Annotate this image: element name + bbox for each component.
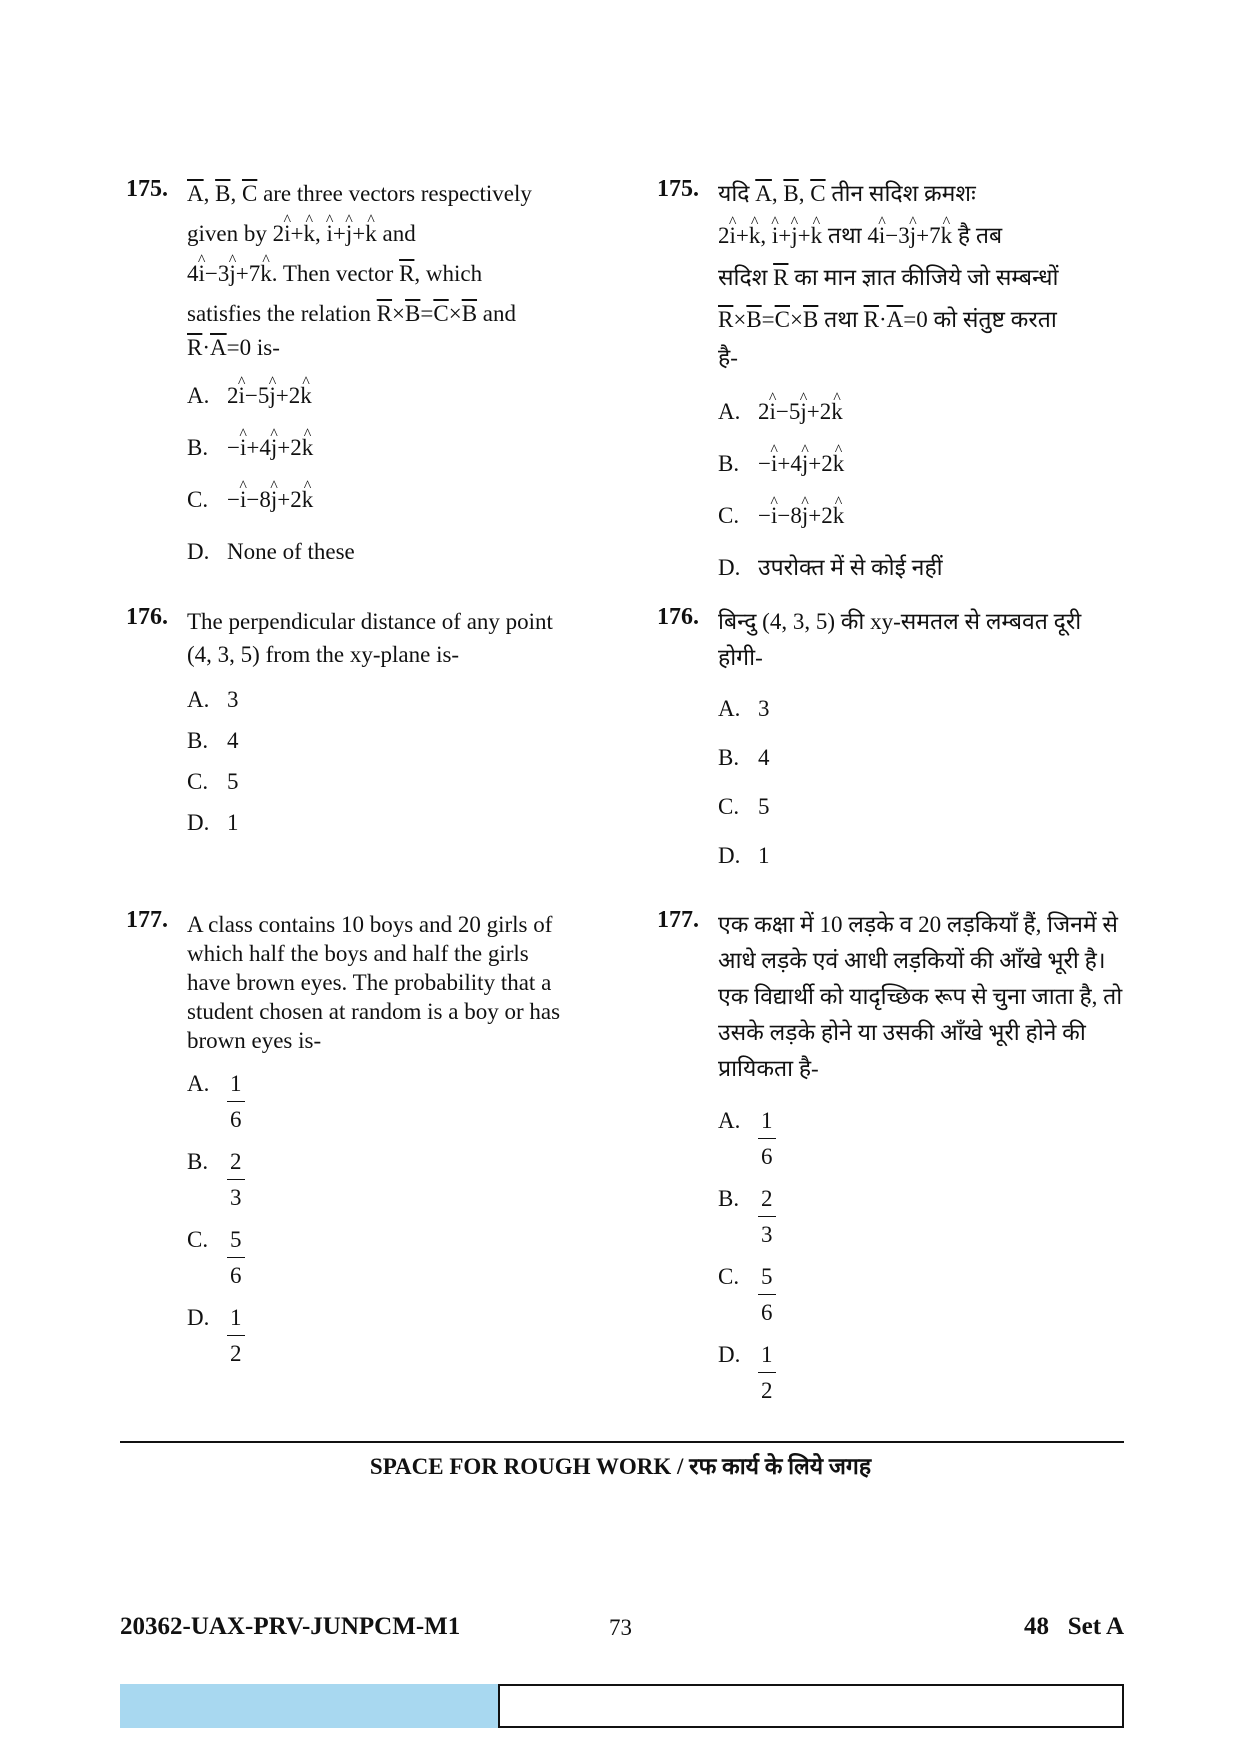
q175-hi-line4: $\overline{R}\times\overline{B}=\overline{C}\times\overline{B}$ तथा $\overline{R}\cdot\overline{A}=0$ को संतुष्ट करता bbox=[718, 307, 1057, 332]
q176-en-option-c: C. 5 bbox=[187, 769, 239, 794]
fraction: $\frac{5}{6}$ bbox=[758, 1263, 776, 1328]
q177-hi-line: आधे लड़के एवं आधी लड़कियों की आँखे भूरी है। bbox=[718, 948, 1106, 973]
question-number-177-hi: 177. bbox=[657, 907, 699, 933]
question-175-text-en bbox=[187, 180, 532, 368]
q176-hi-option-a: A. 3 bbox=[718, 696, 770, 721]
rough-work-divider bbox=[120, 1441, 1124, 1443]
q175-hi-line2: 2i ^+k ^, i ^+j ^+k ^ तथा 4i ^−3j ^+7k ^ है तब bbox=[718, 222, 1059, 264]
q175-hi-option-c: C. −i ^−8j ^+2k ^ bbox=[718, 502, 943, 554]
question-number-175-en: 175. bbox=[126, 176, 168, 202]
question-175-text-hi bbox=[718, 180, 1059, 380]
q175-en-line3: 4i ^−3j ^+7k ^. Then vector $\overline{R}$, which bbox=[187, 260, 532, 300]
q177-en-option-d: D. $\frac{1}{2}$ bbox=[187, 1304, 245, 1382]
fraction: $\frac{2}{3}$ bbox=[227, 1148, 245, 1213]
q175-en-line4: satisfies the relation $\overline{R}\times\overline{B}=\overline{C}\times\overline{B}$ and bbox=[187, 301, 516, 326]
question-176-text-en bbox=[187, 608, 553, 674]
fraction: $\frac{1}{2}$ bbox=[227, 1304, 245, 1369]
set-label: 48 Set A bbox=[1024, 1613, 1124, 1640]
fraction: $\frac{1}{6}$ bbox=[227, 1070, 245, 1135]
page-number: 73 bbox=[609, 1615, 632, 1640]
fraction: $\frac{1}{2}$ bbox=[758, 1341, 776, 1406]
q176-en-line: (4, 3, 5) from the xy-plane is- bbox=[187, 642, 460, 667]
footer-empty-box bbox=[498, 1684, 1124, 1728]
q177-en-line: student chosen at random is a boy or has bbox=[187, 999, 561, 1024]
q177-en-option-b: B. $\frac{2}{3}$ bbox=[187, 1148, 245, 1226]
q177-en-line: which half the boys and half the girls bbox=[187, 941, 529, 966]
q175-en-line2: given by 2i ^+k ^, i ^+j ^+k ^ and bbox=[187, 220, 532, 260]
q177-en-options bbox=[187, 1070, 245, 1382]
q175-hi-line3: सदिश $\overline{R}$ का मान ज्ञात कीजिये जो सम्बन्धों bbox=[718, 265, 1059, 290]
q176-en-option-d: D. 1 bbox=[187, 810, 239, 835]
q175-en-option-d: D. None of these bbox=[187, 539, 355, 564]
q176-en-line: The perpendicular distance of any point bbox=[187, 609, 553, 634]
q177-hi-option-d: D. $\frac{1}{2}$ bbox=[718, 1341, 776, 1419]
q175-hi-option-b: B. −i ^+4j ^+2k ^ bbox=[718, 450, 943, 502]
q177-en-line: have brown eyes. The probability that a bbox=[187, 970, 552, 995]
q175-hi-options bbox=[718, 398, 943, 594]
q175-en-option-b: B. −i ^+4j ^+2k ^ bbox=[187, 434, 355, 486]
question-177-text-hi bbox=[718, 911, 1122, 1091]
q177-hi-line: एक विद्यार्थी को यादृच्छिक रूप से चुना जाता है, तो bbox=[718, 984, 1123, 1009]
question-176-text-hi bbox=[718, 608, 1081, 680]
q175-en-option-c: C. −i ^−8j ^+2k ^ bbox=[187, 486, 355, 538]
question-number-176-hi: 176. bbox=[657, 604, 699, 630]
q175-hi-option-a: A. 2i ^−5j ^+2k ^ bbox=[718, 398, 943, 450]
fraction: $\frac{5}{6}$ bbox=[227, 1226, 245, 1291]
paper-code: 20362-UAX-PRV-JUNPCM-M1 bbox=[120, 1613, 461, 1640]
q177-en-line: brown eyes is- bbox=[187, 1028, 322, 1053]
q176-en-options bbox=[187, 686, 239, 850]
question-number-175-hi: 175. bbox=[657, 176, 699, 202]
question-number-176-en: 176. bbox=[126, 604, 168, 630]
q176-en-option-b: B. 4 bbox=[187, 728, 239, 753]
fraction: $\frac{2}{3}$ bbox=[758, 1185, 776, 1250]
q177-hi-line: उसके लड़के होने या उसकी आँखे भूरी होने की bbox=[718, 1020, 1086, 1045]
q176-hi-line: होगी- bbox=[718, 645, 763, 670]
question-number-177-en: 177. bbox=[126, 907, 168, 933]
q175-en-options bbox=[187, 382, 355, 578]
rough-work-heading: SPACE FOR ROUGH WORK / रफ कार्य के लिये जगह bbox=[369, 1454, 872, 1479]
q175-en-line1: $\overline{A}$, $\overline{B}$, $\overline{C}$ are three vectors respectively bbox=[187, 181, 532, 206]
q177-hi-line: एक कक्षा में 10 लड़के व 20 लड़कियाँ हैं, जिनमें से bbox=[718, 912, 1118, 937]
q177-hi-options bbox=[718, 1107, 776, 1419]
q177-en-option-c: C. $\frac{5}{6}$ bbox=[187, 1226, 245, 1304]
q177-hi-option-b: B. $\frac{2}{3}$ bbox=[718, 1185, 776, 1263]
q175-en-option-a: A. 2i ^−5j ^+2k ^ bbox=[187, 382, 355, 434]
q176-hi-line: बिन्दु (4, 3, 5) की xy-समतल से लम्बवत दूरी bbox=[718, 609, 1082, 634]
question-177-text-en bbox=[187, 911, 560, 1056]
q175-hi-option-d: D. उपरोक्त में से कोई नहीं bbox=[718, 555, 943, 580]
q175-hi-line1: यदि $\overline{A}$, $\overline{B}$, $\overline{C}$ तीन सदिश क्रमशः bbox=[718, 181, 976, 206]
q175-en-line5: $\overline{R}\cdot\overline{A}=0$ is- bbox=[187, 335, 280, 360]
q177-hi-line: प्रायिकता है- bbox=[718, 1056, 819, 1081]
fraction: $\frac{1}{6}$ bbox=[758, 1107, 776, 1172]
q175-hi-line5: है- bbox=[718, 345, 738, 370]
q177-en-line: A class contains 10 boys and 20 girls of bbox=[187, 912, 553, 937]
q176-hi-option-c: C. 5 bbox=[718, 794, 770, 819]
q176-hi-options bbox=[718, 695, 770, 891]
q177-hi-option-c: C. $\frac{5}{6}$ bbox=[718, 1263, 776, 1341]
q176-hi-option-d: D. 1 bbox=[718, 843, 770, 868]
footer-blue-bar bbox=[120, 1684, 498, 1728]
q177-hi-option-a: A. $\frac{1}{6}$ bbox=[718, 1107, 776, 1185]
q176-en-option-a: A. 3 bbox=[187, 687, 239, 712]
q176-hi-option-b: B. 4 bbox=[718, 745, 770, 770]
q177-en-option-a: A. $\frac{1}{6}$ bbox=[187, 1070, 245, 1148]
